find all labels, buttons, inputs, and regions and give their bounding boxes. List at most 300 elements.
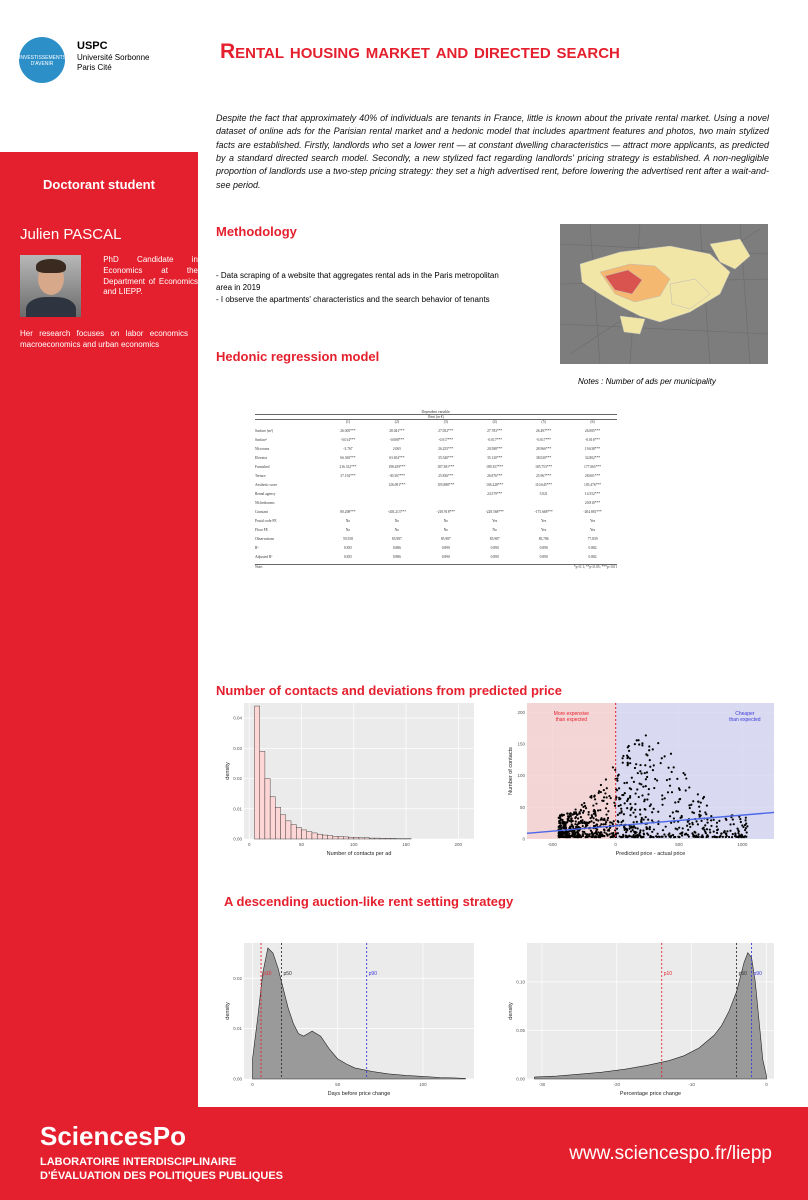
scatter-point <box>661 757 663 759</box>
scatter-point <box>618 774 620 776</box>
scatter-point <box>582 825 584 827</box>
table-cell: 19.638*** <box>584 447 601 451</box>
scatter-point <box>657 823 659 825</box>
scatter-point <box>716 836 718 838</box>
y-tick-label: 200 <box>517 709 525 715</box>
scatter-point <box>605 832 607 834</box>
scatter-point <box>636 739 638 741</box>
scatter-point <box>689 807 691 809</box>
scatter-point <box>594 825 596 827</box>
scatter-point <box>634 836 636 838</box>
scatter-point <box>565 834 567 836</box>
scatter-point <box>648 749 650 751</box>
scatter-point <box>645 816 647 818</box>
poster-title: Rental housing market and directed search <box>220 40 620 63</box>
table-row <box>255 537 617 546</box>
scatter-point <box>732 818 734 820</box>
scatter-point <box>698 806 700 808</box>
x-axis-label: Percentage price change <box>619 1091 682 1097</box>
scatter-point <box>670 753 672 755</box>
table-cell: Observations <box>255 537 274 541</box>
scatter-point <box>591 831 593 833</box>
scatter-point <box>725 833 727 835</box>
lab-line2: D'ÉVALUATION DES POLITIQUES PUBLIQUES <box>40 1170 284 1183</box>
scatter-point <box>723 831 725 833</box>
scatter-point <box>671 771 673 773</box>
table-cell: -218.918*** <box>436 510 455 514</box>
percentile-label: p50 <box>738 971 747 977</box>
table-cell: 106.228*** <box>486 483 504 487</box>
histogram-bar <box>380 838 385 839</box>
scatter-point <box>663 833 665 835</box>
scatter-point <box>582 831 584 833</box>
scatter-point <box>566 812 568 814</box>
scatter-point <box>654 778 656 780</box>
table-cell: (4) <box>492 420 497 424</box>
scatter-point <box>692 800 694 802</box>
author-bio: Her research focuses on labor economics macroeconomics and urban economics <box>20 329 188 349</box>
scatter-point <box>706 828 708 830</box>
table-cell: 27.783*** <box>487 429 503 433</box>
scatter-point <box>579 813 581 815</box>
scatter-point <box>624 792 626 794</box>
table-row <box>255 492 617 501</box>
scatter-point <box>617 821 619 823</box>
x-tick-label: 1000 <box>737 842 748 847</box>
table-cell: 32.802*** <box>584 456 601 460</box>
table-cell: Nb rooms <box>255 447 270 451</box>
table-cell: Terrace <box>255 474 266 478</box>
table-cell: -0.017*** <box>438 438 454 442</box>
scatter-point <box>641 744 643 746</box>
y-tick-label: 150 <box>517 741 525 747</box>
scatter-point <box>682 827 684 829</box>
scatter-point <box>605 778 607 780</box>
scatter-point <box>688 804 690 806</box>
scatter-point <box>641 742 643 744</box>
table-cell: 28.601*** <box>584 474 601 478</box>
scatter-point <box>628 750 630 752</box>
scatter-point <box>570 835 572 837</box>
table-cell: 85,786 <box>538 537 549 541</box>
scatter-point <box>627 762 629 764</box>
scatter-point <box>674 801 676 803</box>
scatter-point <box>577 817 579 819</box>
histogram-bar <box>307 832 312 839</box>
scatter-point <box>592 804 594 806</box>
scatter-point <box>649 828 651 830</box>
scatter-point <box>697 793 699 795</box>
table-cell: -3.767 <box>343 447 353 451</box>
table-cell: 216.312*** <box>339 465 357 469</box>
scatter-point <box>617 814 619 816</box>
scatter-point <box>673 817 675 819</box>
scatter-point <box>745 827 747 829</box>
lab-line1: LABORATOIRE INTERDISCIPLINAIRE <box>40 1156 237 1168</box>
table-cell: (6) <box>590 420 595 424</box>
scatter-point <box>622 755 624 757</box>
scatter-point <box>567 836 569 838</box>
scatter-point <box>681 834 683 836</box>
table-cell: -0.008*** <box>389 438 405 442</box>
abstract: Despite the fact that approximately 40% of individuals are tenants in France, little is known about the private rental market. Using a novel dataset of online ads for the Parisian rental market and a hedonic model that includes apartment features and photos, two main stylized facts are established. Firstly, landlords who set a lower rent — at constant dwelling characteristics — attract more applicants, as predicted by a standard directed search model. Secondly, a new stylized fact regarding landlords' pricing strategy is established. A non-negligible proportion of landlords use a two-step pricing strategy: they set a high advertised rent, before lowering the advertised rent after a wait-and-see period. <box>216 113 769 190</box>
scatter-point <box>626 755 628 757</box>
scatter-point <box>580 836 582 838</box>
scatter-point <box>675 828 677 830</box>
scatter-point <box>745 836 747 838</box>
scatter-point <box>734 834 736 836</box>
table-cell: 0.890 <box>490 555 499 559</box>
cheaper-annotation: Cheaper <box>735 711 755 717</box>
table-cell: Postal code FE <box>255 519 277 523</box>
y-tick-label: 0.04 <box>233 715 242 721</box>
methodology-bullet: - Data scraping of a website that aggregates rental ads in the Paris metropolitan area in 2019 <box>216 271 499 292</box>
table-dep-var: Dependent variable: <box>255 410 617 415</box>
y-tick-label: 0.00 <box>233 1076 242 1082</box>
scatter-point <box>610 822 612 824</box>
y-tick-label: 100 <box>517 773 525 779</box>
scatter-point <box>688 823 690 825</box>
scatter-point <box>698 814 700 816</box>
table-cell: 0.835 <box>343 555 352 559</box>
scatter-point <box>661 804 663 806</box>
scatter-point <box>642 829 644 831</box>
scatter-point <box>697 800 699 802</box>
table-cell: (1) <box>345 420 351 424</box>
scatter-point <box>567 817 569 819</box>
scatter-point <box>693 812 695 814</box>
histogram-bar <box>328 836 333 839</box>
table-cell: (2) <box>394 420 399 424</box>
footer-url[interactable]: www.sciencespo.fr/liepp <box>569 1143 772 1164</box>
scatter-point <box>638 796 640 798</box>
y-tick-label: 0.10 <box>516 979 525 985</box>
scatter-point <box>603 831 605 833</box>
scatter-point <box>634 767 636 769</box>
scatter-point <box>585 823 587 825</box>
x-axis-label: Predicted price - actual price <box>615 851 686 857</box>
x-axis-label: Number of contacts per ad <box>326 851 392 857</box>
contacts-histogram <box>222 695 480 865</box>
scatter-point <box>639 809 641 811</box>
scatter-point <box>650 803 652 805</box>
scatter-point <box>635 763 637 765</box>
table-note: *p<0.1; **p<0.05; ***p<0.01 <box>573 565 617 569</box>
x-tick-label: 50 <box>298 842 305 847</box>
scatter-point <box>653 828 655 830</box>
scatter-point <box>651 811 653 813</box>
scatter-point <box>717 828 719 830</box>
scatter-point <box>633 821 635 823</box>
scatter-point <box>669 815 671 817</box>
scatter-point <box>603 796 605 798</box>
scatter-point <box>634 803 636 805</box>
table-cell: 0.886 <box>392 555 401 559</box>
scatter-point <box>603 789 605 791</box>
scatter-point <box>578 830 580 832</box>
table-row <box>255 483 617 492</box>
scatter-point <box>646 798 648 800</box>
scatter-point <box>624 802 626 804</box>
table-cell: 185.753*** <box>535 465 553 469</box>
scatter-point <box>713 819 715 821</box>
table-cell: Nb bedrooms <box>255 501 275 505</box>
scatter-point <box>605 813 607 815</box>
table-cell: 0.835 <box>343 546 352 550</box>
scatter-point <box>665 826 667 828</box>
scatter-point <box>569 813 571 815</box>
scatter-point <box>595 803 597 805</box>
scatter-point <box>575 820 577 822</box>
scatter-point <box>620 804 622 806</box>
scatter-point <box>616 780 618 782</box>
scatter-point <box>597 834 599 836</box>
scatter-point <box>634 743 636 745</box>
scatter-point <box>664 755 666 757</box>
y-tick-label: 0.01 <box>233 1026 242 1032</box>
table-cell: No <box>345 528 351 532</box>
scatter-point <box>709 831 711 833</box>
scatter-point <box>664 797 666 799</box>
table-cell: -403.213*** <box>387 510 406 514</box>
scatter-point <box>623 826 625 828</box>
scatter-point <box>687 829 689 831</box>
table-cell: -0.016*** <box>585 438 600 442</box>
table-row <box>255 474 617 483</box>
scatter-point <box>649 835 651 837</box>
scatter-point <box>582 812 584 814</box>
scatter-point <box>582 835 584 837</box>
scatter-point <box>713 831 715 833</box>
x-tick-label: 50 <box>335 1082 341 1087</box>
table-cell: Floor FE <box>255 528 268 532</box>
scatter-point <box>626 800 628 802</box>
scatter-point <box>594 812 596 814</box>
scatter-point <box>661 836 663 838</box>
scatter-point <box>600 784 602 786</box>
histogram-bar <box>343 837 348 839</box>
x-tick-label: 0 <box>247 842 251 847</box>
table-cell: 26.005*** <box>340 429 356 433</box>
scatter-point <box>652 769 654 771</box>
scatter-point <box>704 811 706 813</box>
table-row <box>255 510 617 519</box>
scatter-point <box>623 782 625 784</box>
uspc-line2: Paris Cité <box>77 62 112 72</box>
scatter-point <box>652 808 654 810</box>
scatter-point <box>629 797 631 799</box>
scatter-point <box>640 772 642 774</box>
scatter-point <box>606 803 608 805</box>
table-cell: -175.668*** <box>534 510 553 514</box>
price-deviation-scatter <box>505 695 780 865</box>
paris-ads-map <box>560 224 768 364</box>
scatter-point <box>607 834 609 836</box>
scatter-point <box>562 825 564 827</box>
table-cell: No <box>443 519 448 523</box>
scatter-point <box>637 836 639 838</box>
scatter-point <box>559 821 561 823</box>
scatter-point <box>637 772 639 774</box>
scatter-point <box>741 824 743 826</box>
scatter-point <box>732 833 734 835</box>
y-axis-label: density <box>225 762 231 780</box>
scatter-point <box>603 829 605 831</box>
scatter-point <box>736 836 738 838</box>
author-position: PhD Candidate in Economics at the Department of Economics and LIEPP. <box>103 255 198 297</box>
table-cell: 66.365*** <box>340 456 356 460</box>
table-cell: 27.052*** <box>438 429 454 433</box>
table-cell: 63.654*** <box>389 456 405 460</box>
percentile-label: p10 <box>663 971 673 977</box>
scatter-point <box>731 836 733 838</box>
scatter-point <box>716 822 718 824</box>
histogram-bar <box>369 838 374 839</box>
author-name: Julien PASCAL <box>20 226 122 243</box>
scatter-point <box>588 822 590 824</box>
auction-heading: A descending auction-like rent setting strategy <box>224 894 514 909</box>
table-cell: 26.255*** <box>438 447 454 451</box>
logo-text: INVESTISSEMENTS D'AVENIR <box>19 55 66 67</box>
scatter-point <box>566 821 568 823</box>
scatter-point <box>646 832 648 834</box>
scatter-point <box>622 835 624 837</box>
scatter-point <box>644 764 646 766</box>
scatter-point <box>685 789 687 791</box>
table-row <box>255 429 617 438</box>
table-cell: 26.876*** <box>487 474 503 478</box>
scatter-point <box>661 794 663 796</box>
scatter-point <box>671 791 673 793</box>
scatter-point <box>630 788 632 790</box>
scatter-point <box>607 829 609 831</box>
scatter-point <box>614 769 616 771</box>
scatter-point <box>558 833 560 835</box>
scatter-point <box>685 777 687 779</box>
table-cell: 198.459*** <box>388 465 406 469</box>
table-cell: 20.588*** <box>487 447 503 451</box>
scatter-point <box>699 810 701 812</box>
y-tick-label: 0.05 <box>516 1027 525 1033</box>
scatter-point <box>688 786 690 788</box>
scatter-point <box>626 807 628 809</box>
scatter-point <box>581 804 583 806</box>
scatter-point <box>667 791 669 793</box>
scatter-point <box>559 814 561 816</box>
scatter-point <box>629 803 631 805</box>
methodology-text <box>216 270 506 306</box>
scatter-point <box>700 801 702 803</box>
table-row <box>255 555 617 564</box>
table-row <box>255 465 617 474</box>
scatter-point <box>620 812 622 814</box>
table-cell: -228.568*** <box>485 510 504 514</box>
table-row <box>255 519 617 528</box>
scatter-point <box>678 798 680 800</box>
scatter-point <box>738 830 740 832</box>
histogram-bar <box>291 824 296 839</box>
x-axis-label: Days before price change <box>327 1091 391 1097</box>
x-tick-label: -30 <box>538 1082 546 1087</box>
percentile-label: p50 <box>283 971 292 977</box>
scatter-point <box>617 832 619 834</box>
scatter-point <box>669 778 671 780</box>
scatter-point <box>641 794 643 796</box>
table-cell: No <box>492 528 497 532</box>
table-cell: 35.540*** <box>438 456 454 460</box>
table-cell: Surface² <box>255 438 268 442</box>
table-cell: (5) <box>541 420 546 424</box>
scatter-point <box>608 795 610 797</box>
scatter-point <box>639 783 641 785</box>
table-cell: 5.021 <box>539 492 548 496</box>
scatter-point <box>657 742 659 744</box>
y-tick-label: 0.02 <box>233 975 242 981</box>
histogram-bar <box>286 821 291 839</box>
scatter-point <box>646 771 648 773</box>
scatter-point <box>745 817 747 819</box>
author-sidebar <box>0 152 198 1107</box>
scatter-point <box>649 766 651 768</box>
scatter-point <box>682 772 684 774</box>
scatter-point <box>563 814 565 816</box>
scatter-point <box>588 811 590 813</box>
scatter-point <box>647 818 649 820</box>
x-tick-label: 0 <box>765 1082 768 1087</box>
scatter-point <box>745 819 747 821</box>
scatter-point <box>739 818 741 820</box>
scatter-point <box>705 832 707 834</box>
scatter-point <box>697 833 699 835</box>
x-tick-label: 200 <box>454 842 463 847</box>
table-dep-var-name: Rent (in €) <box>428 415 444 419</box>
scatter-point <box>653 787 655 789</box>
scatter-point <box>577 833 579 835</box>
y-axis-label: density <box>508 1002 514 1020</box>
table-cell: 2.065 <box>392 447 401 451</box>
scatter-point <box>599 809 601 811</box>
x-tick-label: -20 <box>613 1082 621 1087</box>
scatter-point <box>644 772 646 774</box>
scatter-point <box>693 836 695 838</box>
scatter-point <box>686 825 688 827</box>
scatter-point <box>646 776 648 778</box>
scatter-point <box>582 806 584 808</box>
lab-name <box>40 1155 283 1184</box>
scatter-point <box>576 836 578 838</box>
scatter-point <box>670 835 672 837</box>
scatter-point <box>746 831 748 833</box>
scatter-point <box>592 835 594 837</box>
table-cell: 25.836*** <box>438 474 454 478</box>
table-cell: 14.552*** <box>584 492 601 496</box>
scatter-point <box>681 831 683 833</box>
table-cell: -0.017*** <box>487 438 503 442</box>
scatter-point <box>597 809 599 811</box>
histogram-bar <box>296 828 301 839</box>
scatter-point <box>716 825 718 827</box>
scatter-point <box>648 745 650 747</box>
scatter-point <box>652 748 654 750</box>
scatter-point <box>640 836 642 838</box>
scatter-point <box>592 833 594 835</box>
scatter-point <box>571 813 573 815</box>
scatter-point <box>689 826 691 828</box>
scatter-point <box>706 804 708 806</box>
scatter-point <box>638 743 640 745</box>
scatter-point <box>610 797 612 799</box>
scatter-point <box>560 819 562 821</box>
